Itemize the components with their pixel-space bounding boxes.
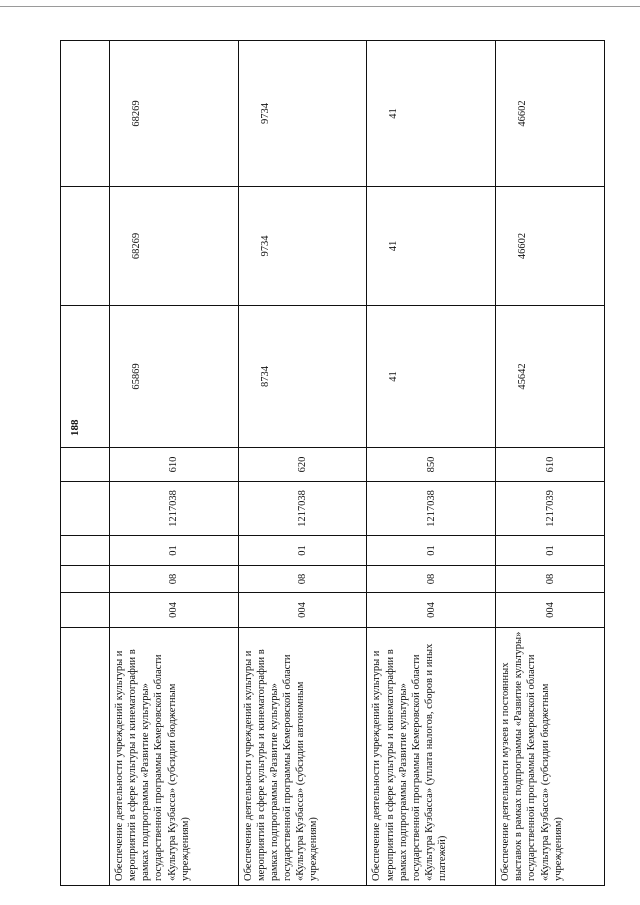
header-cell [61,306,110,448]
target-article-code: 1217038 [367,482,496,536]
header-cell [61,187,110,306]
header-cell [61,566,110,593]
table-header-row [61,41,110,886]
amount-cell: 46602 [496,41,605,187]
amount-cell: 46602 [496,187,605,306]
target-article-code: 1217039 [496,482,605,536]
expense-type-code: 620 [238,448,367,482]
amount-cell: 68269 [110,41,239,187]
header-cell [61,628,110,886]
amount-cell: 68269 [110,187,239,306]
header-cell [61,593,110,628]
table-row [496,41,605,886]
section-code: 08 [496,566,605,593]
header-cell [61,536,110,566]
row-description: Обеспечение деятельности учреждений культуры и мероприятий в сфере культуры и кинематографии в рамках подпрограммы «Развитие культуры» государственной программы Кемеровской области «Культура Кузбасса» (субсидии бюджетным учреждениям) [110,628,239,886]
section-code: 08 [367,566,496,593]
amount-cell: 9734 [238,187,367,306]
amount-cell: 9734 [238,41,367,187]
target-article-code: 1217038 [110,482,239,536]
amount-cell: 65869 [110,306,239,448]
row-description: Обеспечение деятельности учреждений культуры и мероприятий в сфере культуры и кинематографии в рамках подпрограммы «Развитие культуры» государственной программы Кемеровской области «Культура Кузбасса» (субсидии автономным учреждениям) [238,628,367,886]
expense-type-code: 610 [110,448,239,482]
section-code: 08 [238,566,367,593]
amount-cell: 45642 [496,306,605,448]
ministry-code: 004 [367,593,496,628]
amount-cell: 41 [367,41,496,187]
header-cell [61,448,110,482]
table-row [238,41,367,886]
subsection-code: 01 [110,536,239,566]
row-description: Обеспечение деятельности учреждений культуры и мероприятий в сфере культуры и кинематографии в рамках подпрограммы «Развитие культуры» государственной программы Кемеровской области «Культура Кузбасса» (уплата налогов, сборов и иных платежей) [367,628,496,886]
budget-table [60,40,605,886]
subsection-code: 01 [496,536,605,566]
expense-type-code: 850 [367,448,496,482]
amount-cell: 8734 [238,306,367,448]
table-row [110,41,239,886]
section-code: 08 [110,566,239,593]
target-article-code: 1217038 [238,482,367,536]
top-border-line [0,6,640,7]
expense-type-code: 610 [496,448,605,482]
subsection-code: 01 [238,536,367,566]
page-number: 188 [69,419,81,436]
ministry-code: 004 [496,593,605,628]
rotated-table-wrapper [60,41,605,886]
amount-cell: 41 [367,187,496,306]
row-description: Обеспечение деятельности музеев и постоянных выставок в рамках подпрограммы «Развитие культуры» государственной программы Кемеровской области «Культура Кузбасса» (субсидии бюджетным учреждениям) [496,628,605,886]
header-cell [61,482,110,536]
ministry-code: 004 [238,593,367,628]
ministry-code: 004 [110,593,239,628]
amount-cell: 41 [367,306,496,448]
table-row [367,41,496,886]
subsection-code: 01 [367,536,496,566]
header-cell [61,41,110,187]
